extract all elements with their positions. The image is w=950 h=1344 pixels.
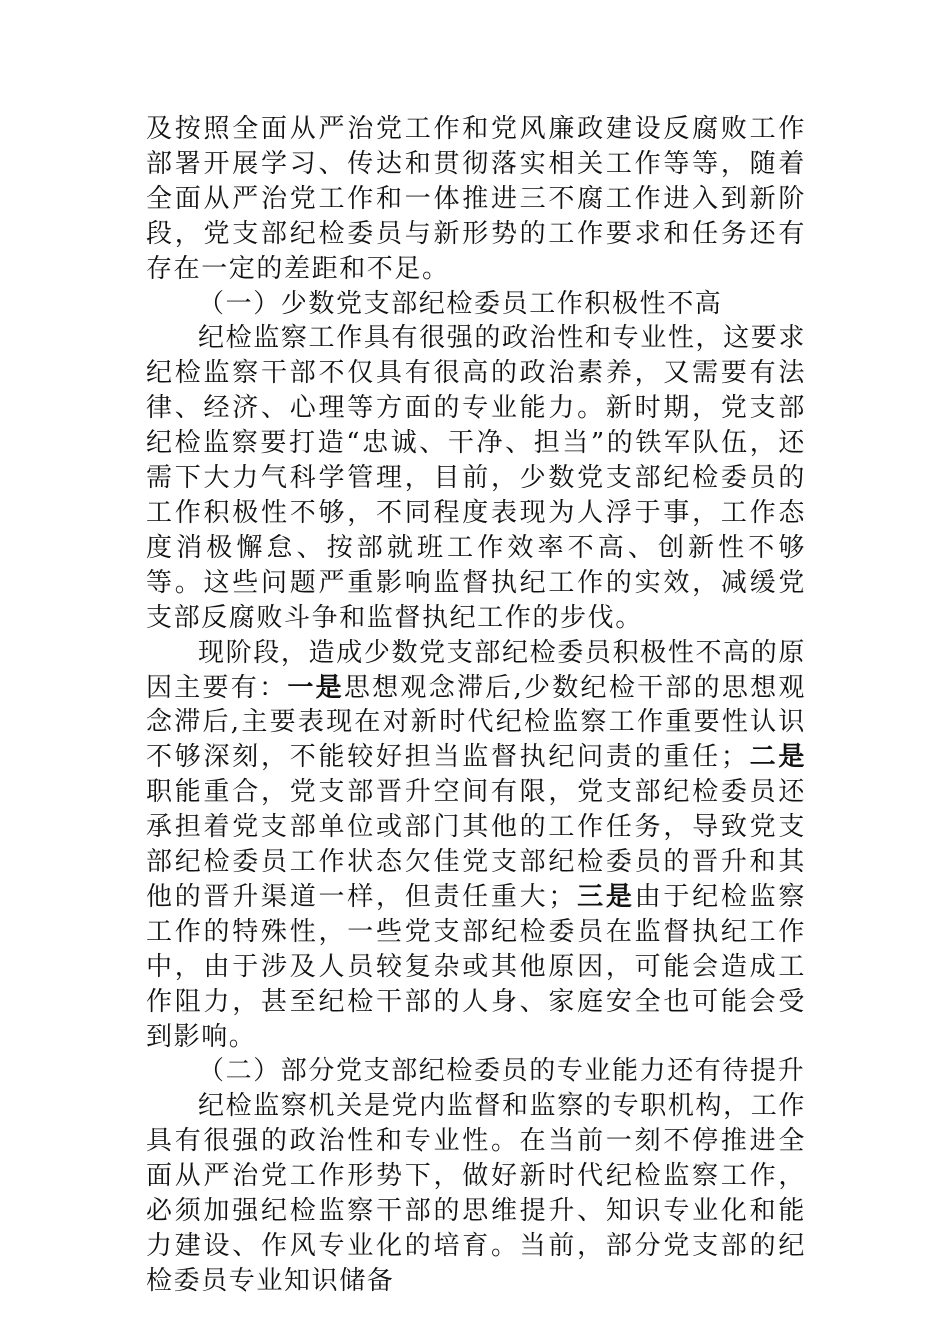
point-three-label: 三是 — [576, 881, 635, 912]
paragraph-3: 纪检监察机关是党内监督和监察的专职机构，工作具有很强的政治性和专业性。在当前一刻不停推进全面从严治党工作形势下，做好新时代纪检监察工作，必须加强纪检监察干部的思维提升、知识专业化和能力建设、作风专业化的培育。当前，部分党支部的纪检委员专业知识储备 — [146, 1091, 806, 1296]
paragraph-2 — [146, 636, 806, 1055]
document-page — [146, 112, 806, 1299]
point-one-text: 思想观念滞后,少数纪检干部的思想观念滞后,主要表现在对新时代纪检监察工作重要性认识不够深刻，不能较好担当监督执纪问责的重任； — [146, 672, 807, 773]
section-heading-1: （一）少数党支部纪检委员工作积极性不高 — [198, 288, 723, 319]
paragraph-continued: 及按照全面从严治党工作和党风廉政建设反腐败工作部署开展学习、传达和贯彻落实相关工作等等，随着全面从严治党工作和一体推进三不腐工作进入到新阶段，党支部纪检委员与新形势的工作要求和任务还有存在一定的差距和不足。 — [146, 114, 806, 284]
point-one-label: 一是 — [287, 672, 344, 703]
paragraph-2-intro: 现阶段，造成少数党支部纪检委员积极性不高的原因主要有： — [146, 637, 806, 703]
section-heading-2: （二）部分党支部纪检委员的专业能力还有待提升 — [198, 1056, 806, 1087]
paragraph-1: 纪检监察工作具有很强的政治性和专业性，这要求纪检监察干部不仅具有很高的政治素养，又需要有法律、经济、心理等方面的专业能力。新时期，党支部纪检监察要打造“忠诚、干净、担当”的铁军队伍，还需下大力气科学管理，目前，少数党支部纪检委员的工作积极性不够，不同程度表现为人浮于事，工作态度消极懈怠、按部就班工作效率不高、创新性不够等。这些问题严重影响监督执纪工作的实效，减缓党支部反腐败斗争和监督执纪工作的步伐。 — [146, 323, 806, 633]
point-two-text: 职能重合，党支部晋升空间有限，党支部纪检委员还承担着党支部单位或部门其他的工作任务，导致党支部纪检委员工作状态欠佳党支部纪检委员的晋升和其他的晋升渠道一样，但责任重大； — [146, 777, 806, 912]
point-three-text: 由于纪检监察工作的特殊性，一些党支部纪检委员在监督执纪工作中，由于涉及人员较复杂或其他原因，可能会造成工作阻力，甚至纪检干部的人身、家庭安全也可能会受到影响。 — [146, 881, 806, 1052]
point-two-label: 二是 — [748, 742, 806, 773]
